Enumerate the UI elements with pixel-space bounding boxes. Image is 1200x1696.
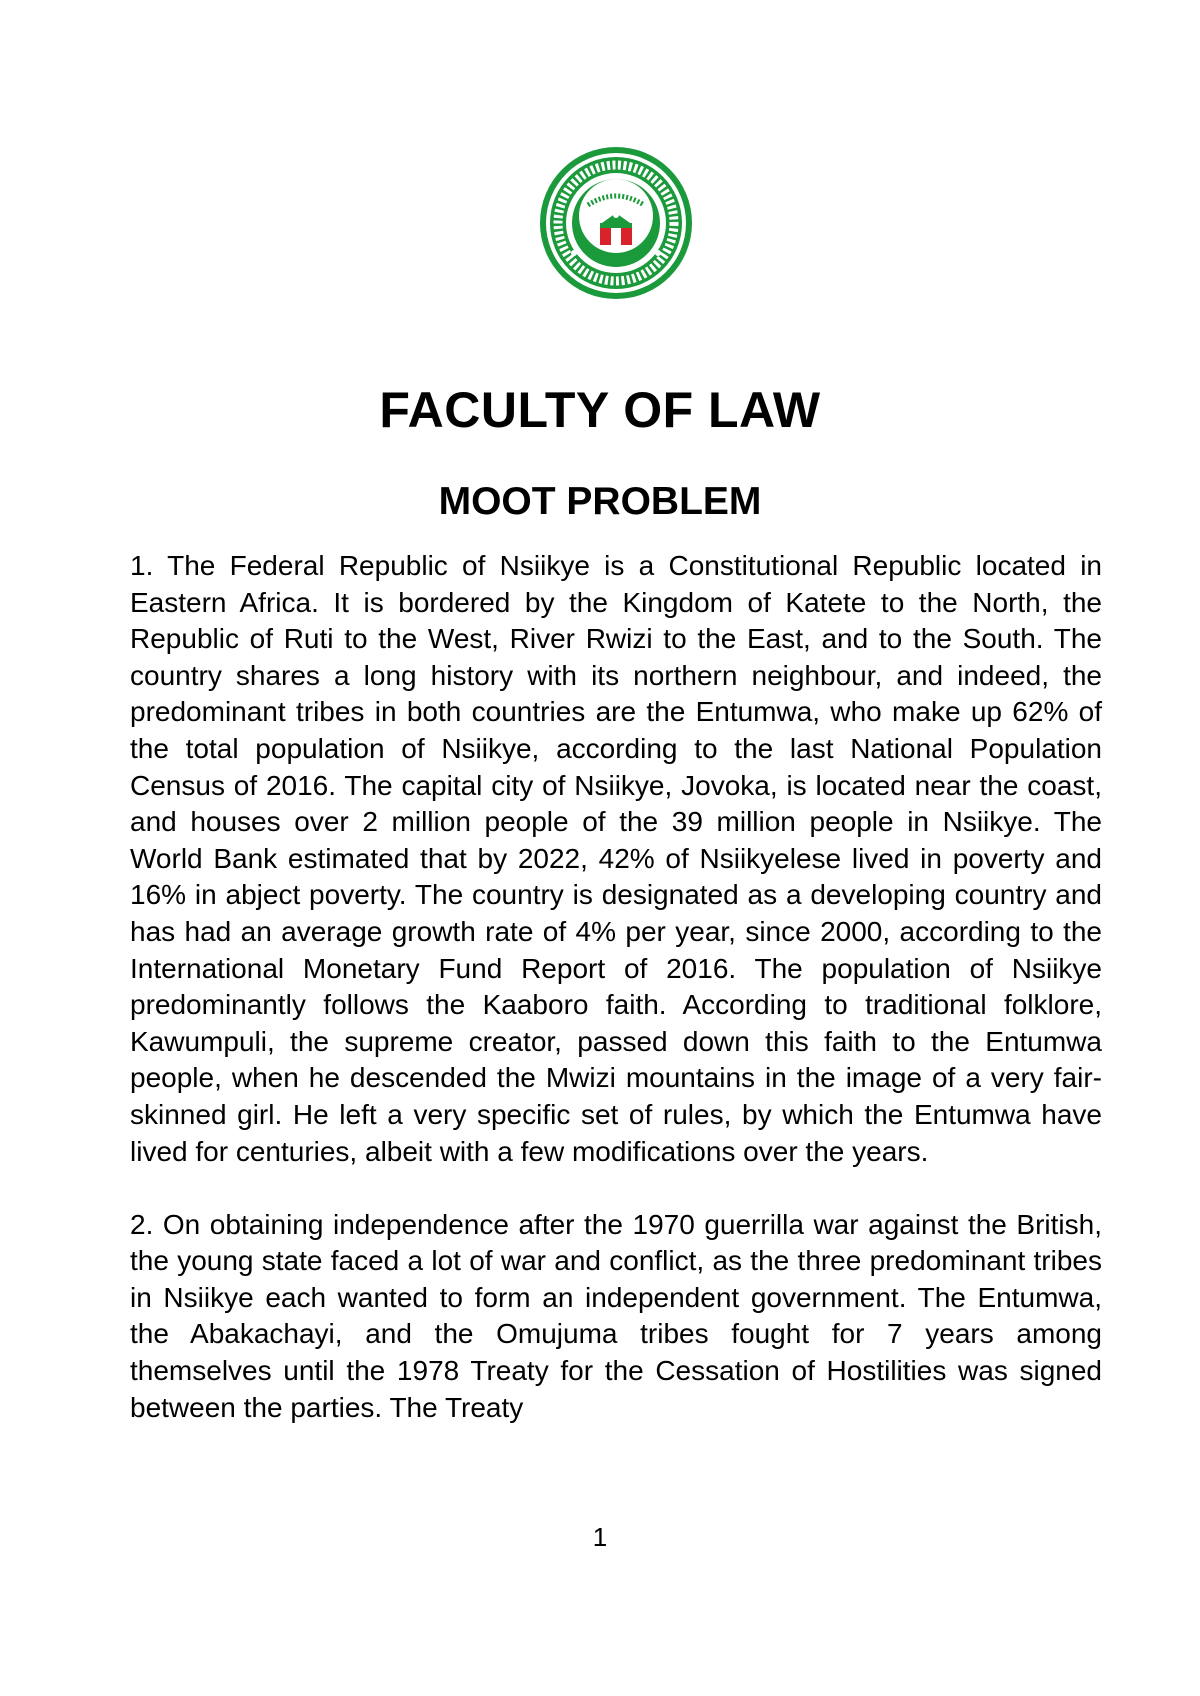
university-seal-icon	[536, 143, 696, 303]
paragraph-2: 2. On obtaining independence after the 1970 guerrilla war against the British, the young state faced a lot of war and conflict, as the three predominant tribes in Nsiikye each wanted to form an independent government. The Entumwa, the Abakachayi, and the Omujuma tribes fought for 7 years among themselves until the 1978 Treaty for the Cessation of Hostilities was signed between the parties. The Treaty	[130, 1208, 1102, 1423]
faculty-title: FACULTY OF LAW	[379, 382, 821, 438]
paragraph-1: 1. The Federal Republic of Nsiikye is a Constitutional Republic located in Eastern Africa. It is bordered by the Kingdom of Katete to the North, the Republic of Ruti to the West, River Rwizi to the East, and to the South. The country shares a long history with its northern neighbour, and indeed, the predominant tribes in both countries are the Entumwa, who make up 62% of the total population of Nsiikye, according to the last National Population Census of 2016. The capital city of Nsiikye, Jovoka, is located near the coast, and houses over 2 million people of the 39 million people in Nsiikye. The World Bank estimated that by 2022, 42% of Nsiikyelese lived in poverty and 16% in abject poverty. The country is designated as a developing country and has had an average growth rate of 4% per year, since 2000, according to the International Monetary Fund Report of 2016. The population of Nsiikye predominantly follows the Kaaboro faith. According to traditional folklore, Kawumpuli, the supreme creator, passed down this faith to the Entumwa people, when he descended the Mwizi mountains in the image of a very fair-skinned girl. He left a very specific set of rules, by which the Entumwa have lived for centuries, albeit with a few modifications over the years.	[130, 550, 1102, 1167]
document-subtitle: MOOT PROBLEM	[438, 480, 762, 523]
page-number: 1	[592, 1522, 608, 1552]
document-body	[130, 548, 1102, 1426]
